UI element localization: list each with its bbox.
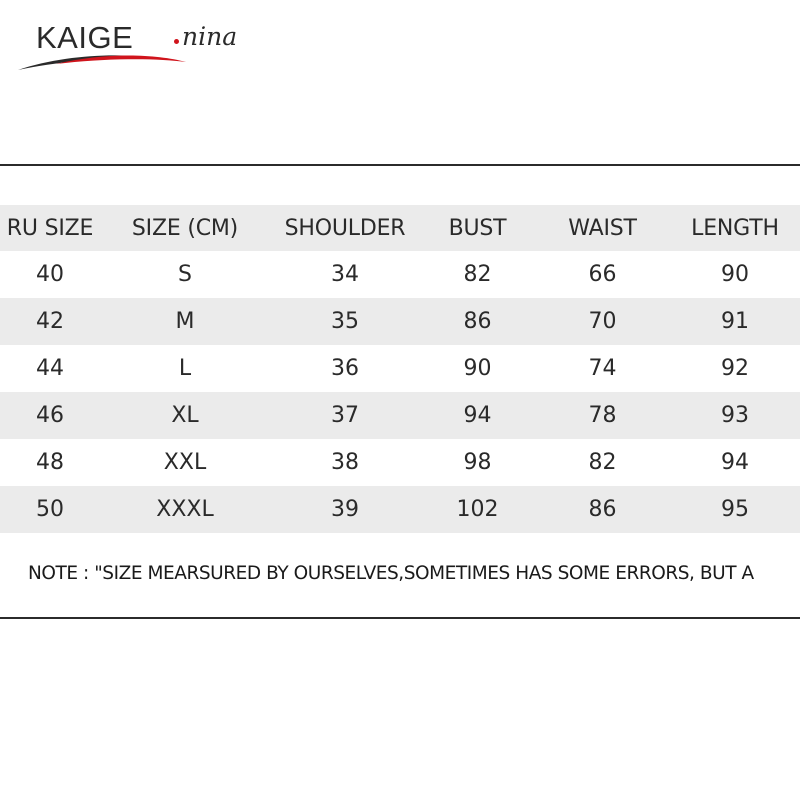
cell-shoulder: 37 <box>270 392 420 439</box>
cell-bust: 102 <box>420 486 535 533</box>
cell-length: 91 <box>670 298 800 345</box>
cell-waist: 70 <box>535 298 670 345</box>
cell-waist: 74 <box>535 345 670 392</box>
cell-bust: 90 <box>420 345 535 392</box>
cell-shoulder: 39 <box>270 486 420 533</box>
cell-waist: 78 <box>535 392 670 439</box>
table-row <box>0 439 800 486</box>
cell-size: M <box>100 298 270 345</box>
header-bust: BUST <box>420 205 535 251</box>
brand-swoosh-icon <box>16 48 256 74</box>
top-divider <box>0 164 800 166</box>
brand-script: nina <box>182 22 238 51</box>
header-length: LENGTH <box>670 205 800 251</box>
cell-length: 90 <box>670 251 800 298</box>
table-header-row <box>0 205 800 251</box>
brand-logo <box>16 20 256 74</box>
cell-bust: 86 <box>420 298 535 345</box>
cell-waist: 86 <box>535 486 670 533</box>
cell-size: S <box>100 251 270 298</box>
header-shoulder: SHOULDER <box>270 205 420 251</box>
cell-length: 92 <box>670 345 800 392</box>
bottom-divider <box>0 617 800 619</box>
cell-bust: 82 <box>420 251 535 298</box>
header-ru-size: RU SIZE <box>0 205 100 251</box>
cell-bust: 98 <box>420 439 535 486</box>
cell-shoulder: 35 <box>270 298 420 345</box>
table-row <box>0 298 800 345</box>
cell-ru-size: 48 <box>0 439 100 486</box>
brand-name: KAIGE <box>36 20 134 55</box>
cell-ru-size: 44 <box>0 345 100 392</box>
table-row <box>0 345 800 392</box>
cell-waist: 66 <box>535 251 670 298</box>
cell-waist: 82 <box>535 439 670 486</box>
brand-dot-icon <box>174 39 179 44</box>
size-note: NOTE : "SIZE MEARSURED BY OURSELVES,SOMETIMES HAS SOME ERRORS, BUT A <box>28 563 754 584</box>
cell-shoulder: 38 <box>270 439 420 486</box>
cell-size: XXXL <box>100 486 270 533</box>
cell-length: 95 <box>670 486 800 533</box>
cell-shoulder: 34 <box>270 251 420 298</box>
cell-size: L <box>100 345 270 392</box>
cell-length: 94 <box>670 439 800 486</box>
cell-shoulder: 36 <box>270 345 420 392</box>
table-row <box>0 486 800 533</box>
cell-ru-size: 46 <box>0 392 100 439</box>
cell-ru-size: 42 <box>0 298 100 345</box>
cell-ru-size: 40 <box>0 251 100 298</box>
cell-ru-size: 50 <box>0 486 100 533</box>
cell-size: XL <box>100 392 270 439</box>
cell-size: XXL <box>100 439 270 486</box>
header-waist: WAIST <box>535 205 670 251</box>
table-row <box>0 392 800 439</box>
header-size-cm: SIZE (CM) <box>100 205 270 251</box>
table-row <box>0 251 800 298</box>
size-chart-table <box>0 205 800 533</box>
cell-length: 93 <box>670 392 800 439</box>
cell-bust: 94 <box>420 392 535 439</box>
